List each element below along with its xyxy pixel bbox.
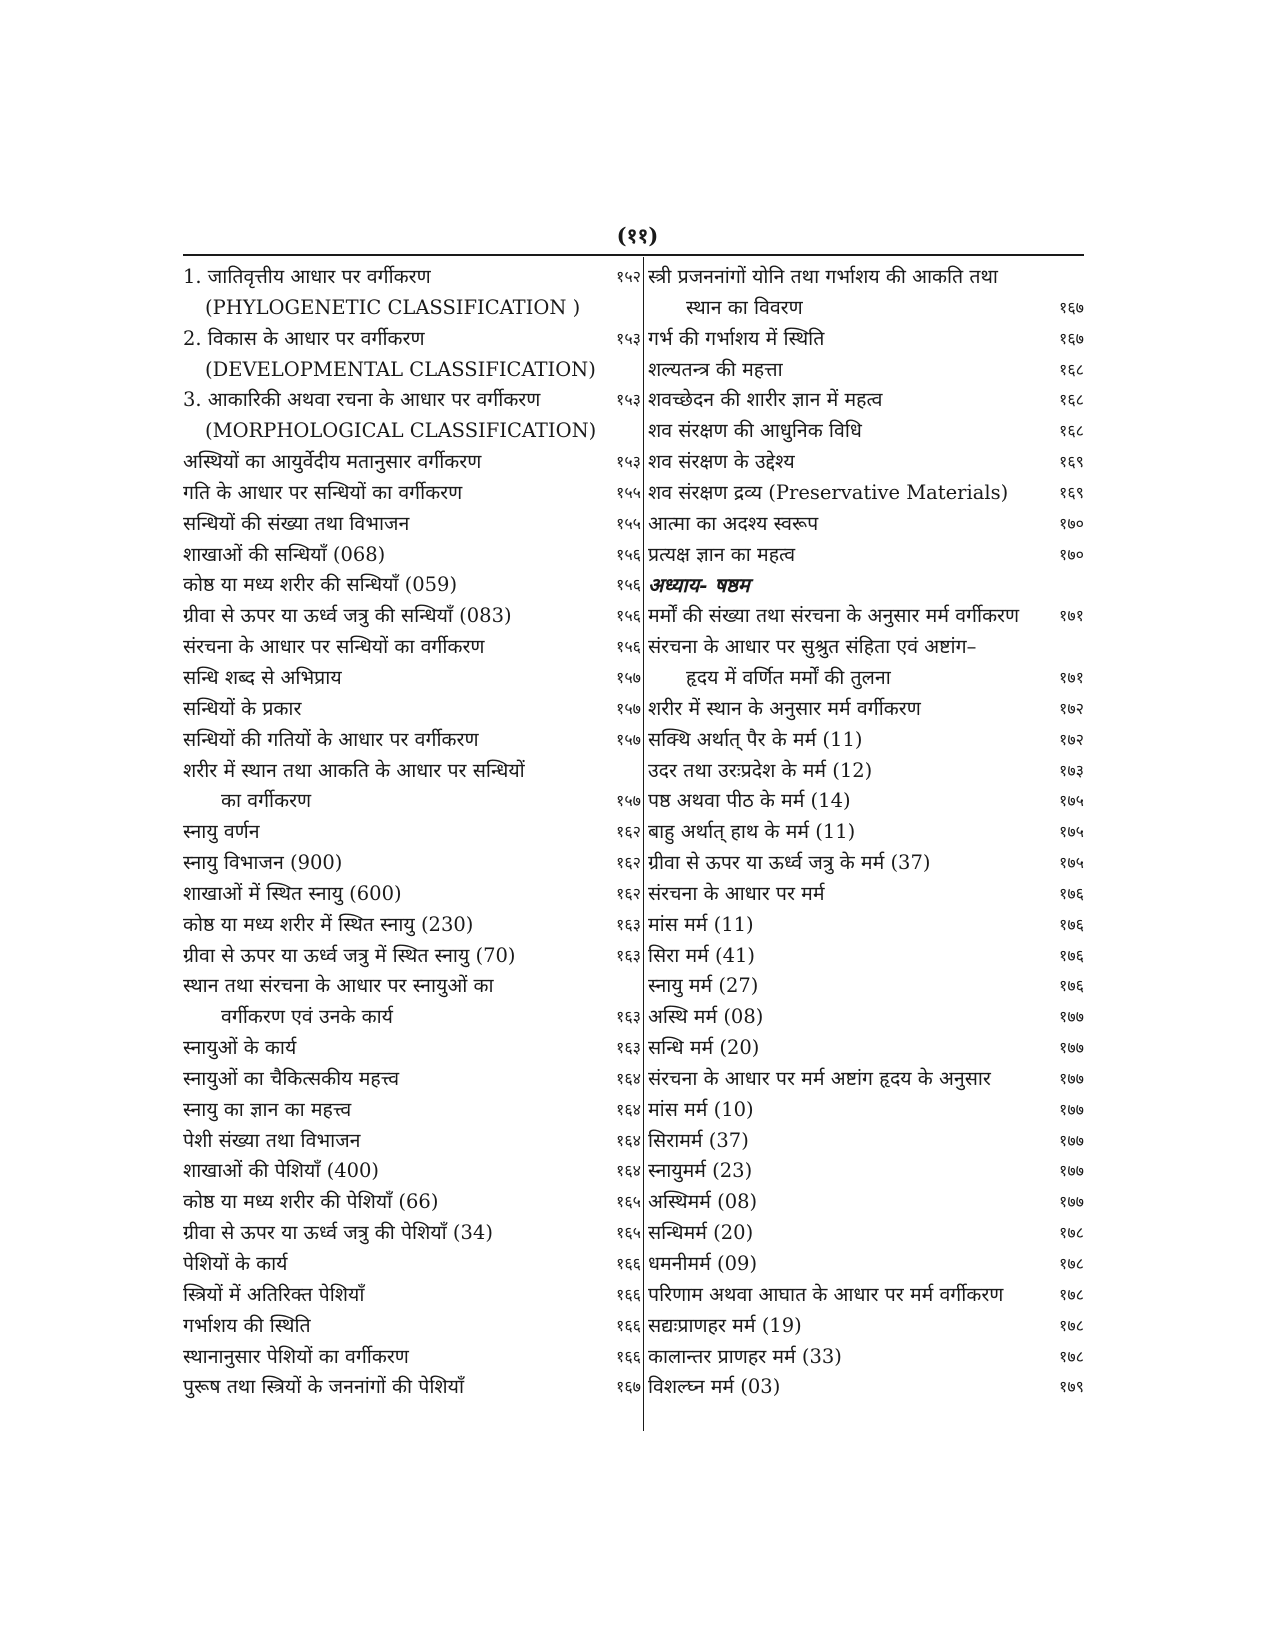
toc-entry-page: १७७ (1059, 1038, 1084, 1058)
toc-entry-page: १५५ (616, 482, 641, 502)
toc-entry-title: स्नायु मर्म (27) (648, 974, 759, 998)
toc-entry (183, 509, 641, 540)
toc-entry-title: गति के आधार पर सन्धियों का वर्गीकरण (183, 480, 463, 504)
toc-entry-page: १७१ (1059, 606, 1084, 626)
toc-entry-title: अस्थियों का आयुर्वेदीय मतानुसार वर्गीकरण (183, 450, 482, 474)
toc-entry-title: शल्यतन्त्र की महत्ता (648, 357, 783, 381)
toc-entry-title: सन्धियों की संख्या तथा विभाजन (183, 511, 410, 535)
toc-entry-title: अस्थिमर्म (08) (648, 1190, 758, 1214)
toc-entry-page: १६७ (616, 1377, 641, 1397)
toc-entry-title: सन्धि मर्म (20) (648, 1036, 760, 1060)
toc-entry-title: सन्धिमर्म (20) (648, 1221, 754, 1245)
toc-entry-title: स्त्रियों में अतिरिक्त पेशियाँ (183, 1282, 365, 1306)
toc-entry-page: १७८ (1059, 1284, 1084, 1304)
toc-entry-title: गर्भाशय की स्थिति (183, 1313, 311, 1337)
toc-entry-title: सन्धियों के प्रकार (183, 696, 302, 720)
toc-entry-page: १६५ (616, 1223, 641, 1243)
toc-entry (183, 1249, 641, 1280)
toc-entry-title: संरचना के आधार पर सुश्रुत संहिता एवं अष्टांग– (648, 635, 977, 659)
toc-entry (183, 910, 641, 941)
toc-entry-title: शाखाओं की सन्धियाँ (068) (183, 542, 386, 566)
toc-entry (183, 632, 641, 663)
toc-entry (648, 355, 1084, 386)
toc-entry-page: १६४ (616, 1068, 641, 1088)
toc-entry-title: 3. आकारिकी अथवा रचना के आधार पर वर्गीकरण (183, 388, 541, 412)
toc-entry (183, 1311, 641, 1342)
toc-entry (183, 601, 641, 632)
toc-entry-page: १६८ (1059, 421, 1084, 441)
toc-entry (183, 262, 641, 293)
toc-entry (183, 1033, 641, 1064)
toc-entry (648, 540, 1084, 571)
toc-entry-title: पुरूष तथा स्त्रियों के जननांगों की पेशियाँ (183, 1375, 465, 1399)
toc-entry (183, 786, 641, 817)
toc-entry-title: प्रत्यक्ष ज्ञान का महत्व (648, 542, 796, 566)
toc-entry-page: १७५ (1059, 822, 1084, 842)
toc-entry-page: १५७ (616, 698, 641, 718)
toc-entry-title: 1. जातिवृत्तीय आधार पर वर्गीकरण (183, 265, 431, 288)
toc-entry-page: १६६ (616, 1346, 641, 1366)
toc-entry-title: सद्यःप्राणहर मर्म (19) (648, 1313, 802, 1337)
toc-entry-title: ग्रीवा से ऊपर या ऊर्ध्व जत्रु की पेशियाँ (34) (183, 1221, 493, 1245)
toc-right-column (648, 262, 1084, 1403)
toc-entry-page: १६९ (1059, 482, 1084, 502)
toc-entry (183, 385, 641, 416)
toc-entry (183, 848, 641, 879)
toc-entry (648, 293, 1084, 324)
toc-entry-title: स्नायुओं के कार्य (183, 1036, 297, 1060)
toc-entry-title: 2. विकास के आधार पर वर्गीकरण (183, 326, 425, 350)
toc-entry-title: ग्रीवा से ऊपर या ऊर्ध्व जत्रु की सन्धियाँ (083) (183, 604, 512, 628)
toc-entry (648, 262, 1084, 293)
toc-entry-title: सिरा मर्म (41) (648, 943, 756, 967)
toc-entry-page: १७८ (1059, 1254, 1084, 1273)
toc-entry-page: १७९ (1059, 1377, 1084, 1397)
toc-entry-page: १५५ (616, 513, 641, 533)
toc-left-column (183, 262, 641, 1403)
toc-entry (648, 756, 1084, 787)
toc-entry (648, 1187, 1084, 1218)
toc-entry-page: १६३ (616, 945, 641, 965)
toc-entry-title: पेशी संख्या तथा विभाजन (183, 1128, 361, 1152)
toc-entry-title: (DEVELOPMENTAL CLASSIFICATION) (205, 357, 596, 381)
toc-entry-title: स्नायुओं का चैकित्सकीय महत्त्व (183, 1066, 400, 1090)
toc-entry-page: १५७ (616, 729, 641, 749)
toc-entry (183, 1064, 641, 1095)
toc-entry-page: १६८ (1059, 390, 1084, 410)
toc-entry-title: शरीर में स्थान के अनुसार मर्म वर्गीकरण (648, 696, 921, 720)
toc-entry-page: १७० (1059, 513, 1084, 533)
toc-entry (183, 416, 641, 447)
toc-entry (648, 663, 1084, 694)
toc-entry-page: १६९ (1059, 452, 1084, 472)
toc-entry (648, 478, 1084, 509)
toc-entry (648, 632, 1084, 663)
toc-entry-page: १६५ (616, 1192, 641, 1212)
toc-entry (648, 786, 1084, 817)
toc-entry-page: १५६ (616, 544, 641, 564)
toc-entry-page: १५३ (616, 328, 641, 348)
toc-entry (183, 570, 641, 601)
toc-entry-title: वर्गीकरण एवं उनके कार्य (221, 1005, 393, 1029)
toc-entry-page: १५६ (616, 575, 641, 595)
toc-entry-page: १५२ (616, 267, 641, 286)
toc-entry-page: १६२ (616, 822, 641, 842)
toc-entry-page: १७५ (1059, 791, 1084, 811)
toc-entry-title: (MORPHOLOGICAL CLASSIFICATION) (205, 419, 597, 443)
toc-entry-page: १६४ (616, 1130, 641, 1150)
toc-entry-title: कालान्तर प्राणहर मर्म (33) (648, 1344, 842, 1368)
toc-entry (648, 1095, 1084, 1126)
toc-entry-title: (PHYLOGENETIC CLASSIFICATION ) (205, 295, 581, 319)
toc-entry-page: १७२ (1059, 729, 1084, 749)
toc-entry-page: १६३ (616, 1007, 641, 1027)
toc-entry (648, 601, 1084, 632)
toc-entry-title: सक्थि अर्थात् पैर के मर्म (11) (648, 727, 863, 751)
toc-entry (648, 1002, 1084, 1033)
toc-entry-page: १७७ (1059, 1192, 1084, 1212)
toc-entry-page: १५६ (616, 637, 641, 657)
toc-chapter-heading (648, 570, 1084, 601)
toc-entry-page: १७५ (1059, 853, 1084, 873)
toc-entry (183, 1095, 641, 1126)
toc-entry-title: स्नायु का ज्ञान का महत्त्व (183, 1097, 352, 1121)
toc-entry-title: हृदय में वर्णित मर्मों की तुलना (686, 665, 891, 689)
toc-entry (648, 1280, 1084, 1311)
toc-entry-title: शव संरक्षण द्रव्य (Preservative Materials) (648, 480, 1009, 504)
toc-entry-title: सिरामर्म (37) (648, 1128, 749, 1152)
toc-entry-page: १६२ (616, 853, 641, 873)
toc-entry (183, 1126, 641, 1157)
toc-entry-page: १५७ (616, 791, 641, 811)
toc-entry-title: स्नायु वर्णन (183, 820, 260, 844)
toc-entry-page: १६४ (616, 1161, 641, 1181)
toc-entry-title: स्थानानुसार पेशियों का वर्गीकरण (183, 1344, 409, 1368)
toc-entry-page: १५३ (616, 390, 641, 410)
toc-entry-title: मांस मर्म (11) (648, 912, 754, 936)
toc-entry (648, 879, 1084, 910)
toc-entry (648, 1126, 1084, 1157)
toc-entry-page: १७० (1059, 544, 1084, 564)
toc-entry (648, 971, 1084, 1002)
toc-entry (183, 817, 641, 848)
toc-entry (648, 324, 1084, 355)
toc-entry-page: १७७ (1059, 1161, 1084, 1181)
toc-entry (183, 725, 641, 756)
toc-entry (648, 1249, 1084, 1280)
toc-entry (648, 817, 1084, 848)
toc-entry (648, 416, 1084, 447)
toc-entry (183, 540, 641, 571)
toc-entry-title: स्थान का विवरण (686, 295, 803, 319)
toc-entry-page: १६६ (616, 1254, 641, 1273)
toc-entry (648, 1033, 1084, 1064)
toc-entry-title: स्नायुमर्म (23) (648, 1159, 753, 1183)
toc-entry (183, 663, 641, 694)
toc-entry-title: विशल्घ्न मर्म (03) (648, 1375, 781, 1399)
toc-entry-page: १६७ (1059, 297, 1084, 317)
toc-entry (648, 848, 1084, 879)
toc-entry-title: का वर्गीकरण (221, 789, 312, 813)
toc-entry (183, 971, 641, 1002)
toc-entry (183, 293, 641, 324)
toc-entry-title: पेशियों के कार्य (183, 1252, 288, 1275)
toc-entry-page: १७६ (1059, 945, 1084, 965)
toc-entry-page: १६७ (1059, 328, 1084, 348)
toc-entry (648, 385, 1084, 416)
toc-entry-title: अस्थि मर्म (08) (648, 1005, 764, 1029)
toc-entry (648, 941, 1084, 972)
toc-entry (183, 447, 641, 478)
toc-entry-page: १७१ (1059, 667, 1084, 687)
toc-entry-title: कोष्ठ या मध्य शरीर की पेशियाँ (66) (183, 1190, 439, 1214)
toc-entry (183, 1002, 641, 1033)
toc-entry-page: १६३ (616, 1038, 641, 1058)
toc-entry-title: आत्मा का अदश्य स्वरूप (648, 511, 819, 535)
toc-entry-page: १७६ (1059, 883, 1084, 903)
toc-entry (648, 509, 1084, 540)
toc-entry (648, 694, 1084, 725)
toc-entry-page: १७६ (1059, 914, 1084, 934)
toc-entry-page: १७३ (1059, 760, 1084, 780)
toc-entry-page: १७२ (1059, 698, 1084, 718)
toc-entry-title: शाखाओं में स्थित स्नायु (600) (183, 881, 402, 905)
toc-entry (648, 1342, 1084, 1373)
toc-entry-title: स्त्री प्रजननांगों योनि तथा गर्भाशय की आकति तथा (648, 265, 998, 288)
toc-entry-title: स्थान तथा संरचना के आधार पर स्नायुओं का (183, 974, 494, 998)
toc-entry-title: उदर तथा उरःप्रदेश के मर्म (12) (648, 758, 873, 782)
toc-entry (648, 725, 1084, 756)
toc-entry-page: १७७ (1059, 1099, 1084, 1119)
toc-entry-title: धमनीमर्म (09) (648, 1252, 758, 1275)
toc-entry-title: ग्रीवा से ऊपर या ऊर्ध्व जत्रु के मर्म (37) (648, 851, 931, 875)
toc-entry-page: १५६ (616, 606, 641, 626)
toc-entry (648, 447, 1084, 478)
toc-entry-title: शव संरक्षण के उद्देश्य (648, 450, 795, 474)
toc-entry-title: संरचना के आधार पर मर्म (648, 881, 825, 905)
toc-entry-title: संरचना के आधार पर मर्म अष्टांग हृदय के अनुसार (648, 1066, 991, 1090)
toc-entry-title: शवच्छेदन की शारीर ज्ञान में महत्व (648, 388, 883, 412)
toc-entry-title: ग्रीवा से ऊपर या ऊर्ध्व जत्रु में स्थित स्नायु (70) (183, 943, 516, 967)
column-divider (643, 257, 644, 1431)
toc-entry (183, 1280, 641, 1311)
toc-entry (183, 756, 641, 787)
header-rule (183, 254, 1084, 256)
toc-entry-title: शाखाओं की पेशियाँ (400) (183, 1159, 380, 1183)
toc-entry (648, 1311, 1084, 1342)
toc-entry-page: १५३ (616, 452, 641, 472)
toc-entry-page: १६६ (616, 1284, 641, 1304)
toc-entry-page: १५७ (616, 667, 641, 687)
page-number: (११) (616, 223, 659, 248)
toc-entry-page: १६४ (616, 1099, 641, 1119)
toc-entry-title: स्नायु विभाजन (900) (183, 851, 343, 875)
toc-entry-title: शरीर में स्थान तथा आकति के आधार पर सन्धियों (183, 758, 525, 782)
toc-entry-page: १७८ (1059, 1223, 1084, 1243)
toc-entry (648, 1064, 1084, 1095)
toc-entry (183, 1342, 641, 1373)
toc-entry-page: १७८ (1059, 1346, 1084, 1366)
toc-entry-page: १६३ (616, 914, 641, 934)
toc-entry (183, 1218, 641, 1249)
toc-entry-page: १७६ (1059, 976, 1084, 996)
toc-entry-page: १७७ (1059, 1007, 1084, 1027)
toc-entry (183, 879, 641, 910)
toc-entry (648, 1372, 1084, 1403)
toc-entry-title: शव संरक्षण की आधुनिक विधि (648, 419, 862, 443)
toc-entry-title: सन्धि शब्द से अभिप्राय (183, 665, 342, 689)
toc-entry (183, 1156, 641, 1187)
toc-entry-title: संरचना के आधार पर सन्धियों का वर्गीकरण (183, 635, 485, 659)
toc-entry (648, 1218, 1084, 1249)
toc-entry-title: अध्याय- षष्ठम (648, 573, 750, 598)
toc-entry (183, 694, 641, 725)
toc-entry-title: कोष्ठ या मध्य शरीर में स्थित स्नायु (230) (183, 912, 474, 936)
toc-entry-page: १७७ (1059, 1068, 1084, 1088)
toc-entry-page: १७८ (1059, 1315, 1084, 1335)
toc-entry-title: गर्भ की गर्भाशय में स्थिति (648, 326, 825, 350)
toc-entry-title: पष्ठ अथवा पीठ के मर्म (14) (648, 789, 851, 813)
toc-entry-title: मर्मों की संख्या तथा संरचना के अनुसार मर्म वर्गीकरण (648, 604, 1020, 628)
toc-entry (648, 910, 1084, 941)
toc-entry-title: कोष्ठ या मध्य शरीर की सन्धियाँ (059) (183, 573, 458, 597)
toc-entry-title: सन्धियों की गतियों के आधार पर वर्गीकरण (183, 727, 479, 751)
toc-entry (183, 941, 641, 972)
toc-entry (183, 1187, 641, 1218)
toc-entry-page: १७७ (1059, 1130, 1084, 1150)
toc-entry (183, 1372, 641, 1403)
toc-entry-title: परिणाम अथवा आघात के आधार पर मर्म वर्गीकरण (648, 1282, 1004, 1306)
toc-entry (648, 1156, 1084, 1187)
toc-entry-title: बाहु अर्थात् हाथ के मर्म (11) (648, 820, 856, 844)
toc-entry-page: १६६ (616, 1315, 641, 1335)
toc-entry (183, 324, 641, 355)
toc-entry-page: १६८ (1059, 359, 1084, 379)
toc-entry-title: मांस मर्म (10) (648, 1097, 754, 1121)
toc-entry-page: १६२ (616, 883, 641, 903)
toc-entry (183, 478, 641, 509)
toc-entry (183, 355, 641, 386)
